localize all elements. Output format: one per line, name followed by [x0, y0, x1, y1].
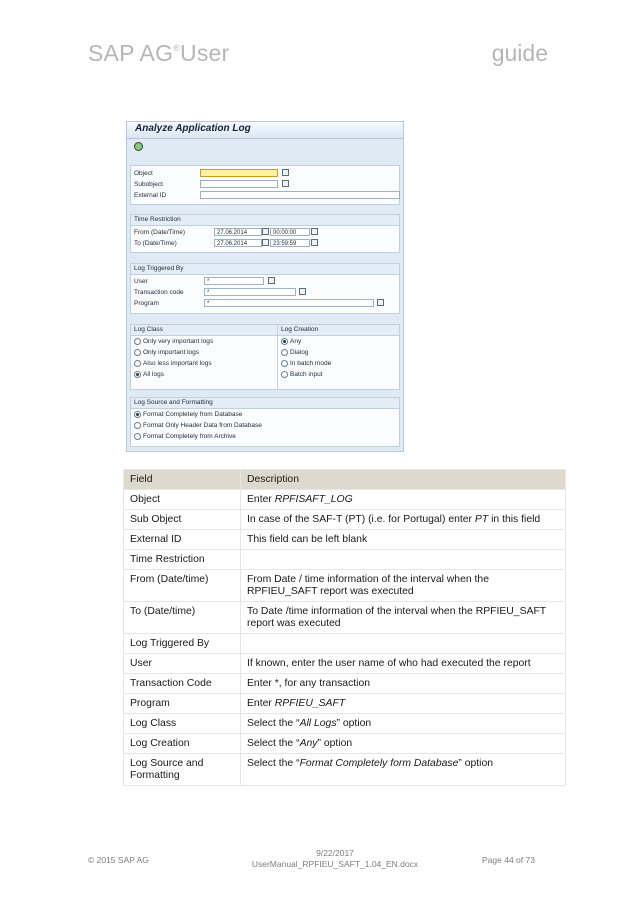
log-source-option[interactable]: Format Completely from Archive: [131, 431, 399, 442]
log-source-option[interactable]: Format Completely from Database: [131, 409, 399, 420]
header-description: Description: [241, 470, 566, 490]
log-class-option[interactable]: Only important logs: [131, 347, 277, 358]
table-row: Program Enter RPFIEU_SAFT: [124, 694, 566, 714]
external-id-input[interactable]: [200, 191, 400, 199]
log-source-group: [130, 397, 400, 447]
from-label: From (Date/Time): [134, 229, 186, 236]
log-creation-panel: [278, 325, 399, 389]
table-row: Object Enter RPFISAFT_LOG: [124, 490, 566, 510]
from-date-input[interactable]: 27.06.2014: [214, 228, 262, 236]
radio-icon[interactable]: [281, 371, 288, 378]
log-class-option[interactable]: Only very important logs: [131, 336, 277, 347]
table-row: User If known, enter the user name of who had executed the report: [124, 654, 566, 674]
table-row: Log Creation Select the “Any” option: [124, 734, 566, 754]
table-header-row: [124, 470, 566, 490]
subobject-input[interactable]: [200, 180, 278, 188]
registered-mark: ®: [173, 43, 181, 53]
log-class-panel: [131, 325, 278, 389]
table-row: Log Triggered By: [124, 634, 566, 654]
program-input[interactable]: *: [204, 299, 374, 307]
radio-icon[interactable]: [281, 349, 288, 356]
execute-clock-icon[interactable]: [134, 142, 143, 151]
to-date-input[interactable]: 27.06.2014: [214, 239, 262, 247]
program-matchcode-icon[interactable]: [377, 299, 384, 306]
radio-icon[interactable]: [134, 360, 141, 367]
log-creation-option[interactable]: Batch input: [278, 369, 399, 380]
header-company: SAP AG: [88, 40, 174, 66]
header-doc-type: User: [180, 40, 230, 66]
subobject-label: Subobject: [134, 181, 163, 188]
radio-selected-icon[interactable]: [134, 411, 141, 418]
table-row: Time Restriction: [124, 550, 566, 570]
sap-window-title: Analyze Application Log: [127, 122, 403, 139]
log-creation-option[interactable]: In batch mode: [278, 358, 399, 369]
from-time-input[interactable]: 00:00:00: [270, 228, 310, 236]
sap-toolbar: [127, 139, 403, 155]
table-row: To (Date/time) To Date /time information of the interval when the RPFIEU_SAFT report was executed: [124, 602, 566, 634]
from-date-calendar-icon[interactable]: [262, 228, 269, 235]
log-creation-option[interactable]: Any: [278, 336, 399, 347]
user-matchcode-icon[interactable]: [268, 277, 275, 284]
footer-center: [240, 848, 430, 870]
external-id-label: External ID: [134, 192, 167, 199]
header-field: Field: [124, 470, 241, 490]
to-label: To (Date/Time): [134, 240, 177, 247]
to-date-calendar-icon[interactable]: [262, 239, 269, 246]
radio-selected-icon[interactable]: [281, 338, 288, 345]
log-source-option[interactable]: Format Only Header Data from Database: [131, 420, 399, 431]
time-restriction-group: [130, 214, 400, 253]
header-guide: guide: [491, 40, 548, 66]
log-class-option[interactable]: All logs: [131, 369, 277, 380]
log-class-creation-group: [130, 324, 400, 390]
table-row: Log Source and Formatting Select the “Format Completely form Database” option: [124, 754, 566, 786]
document-header-title: [88, 40, 229, 67]
radio-selected-icon[interactable]: [134, 371, 141, 378]
subobject-matchcode-icon[interactable]: [282, 180, 289, 187]
log-class-heading: Log Class: [131, 325, 277, 336]
sap-screenshot: [126, 121, 404, 452]
object-input[interactable]: [200, 169, 278, 177]
radio-icon[interactable]: [134, 422, 141, 429]
object-label: Object: [134, 170, 153, 177]
radio-icon[interactable]: [134, 338, 141, 345]
radio-icon[interactable]: [134, 349, 141, 356]
table-row: External ID This field can be left blank: [124, 530, 566, 550]
from-time-icon[interactable]: [311, 228, 318, 235]
transaction-code-matchcode-icon[interactable]: [299, 288, 306, 295]
log-creation-option[interactable]: Dialog: [278, 347, 399, 358]
footer-copyright: © 2015 SAP AG: [88, 855, 149, 865]
object-group: [130, 165, 400, 205]
radio-icon[interactable]: [134, 433, 141, 440]
table-row: Transaction Code Enter *, for any transaction: [124, 674, 566, 694]
radio-icon[interactable]: [281, 360, 288, 367]
transaction-code-label: Transaction code: [134, 289, 184, 296]
footer-filename: UserManual_RPFIEU_SAFT_1.04_EN.docx: [251, 859, 419, 869]
to-time-input[interactable]: 23:59:59: [270, 239, 310, 247]
log-triggered-group: [130, 263, 400, 314]
time-restriction-heading: Time Restriction: [131, 215, 399, 226]
field-description-table: [123, 469, 566, 786]
object-matchcode-icon[interactable]: [282, 169, 289, 176]
log-creation-heading: Log Creation: [278, 325, 399, 336]
log-class-option[interactable]: Also less important logs: [131, 358, 277, 369]
user-input[interactable]: *: [204, 277, 264, 285]
table-row: Sub Object In case of the SAF-T (PT) (i.e. for Portugal) enter PT in this field: [124, 510, 566, 530]
program-label: Program: [134, 300, 159, 307]
table-row: Log Class Select the “All Logs” option: [124, 714, 566, 734]
footer-page-number: Page 44 of 73: [482, 855, 535, 865]
transaction-code-input[interactable]: *: [204, 288, 296, 296]
log-triggered-heading: Log Triggered By: [131, 264, 399, 275]
to-time-icon[interactable]: [311, 239, 318, 246]
table-row: From (Date/time) From Date / time information of the interval when the RPFIEU_SAFT report was executed: [124, 570, 566, 602]
log-source-heading: Log Source and Formatting: [131, 398, 399, 409]
user-label: User: [134, 278, 148, 285]
footer-date: 9/22/2017: [316, 848, 354, 858]
